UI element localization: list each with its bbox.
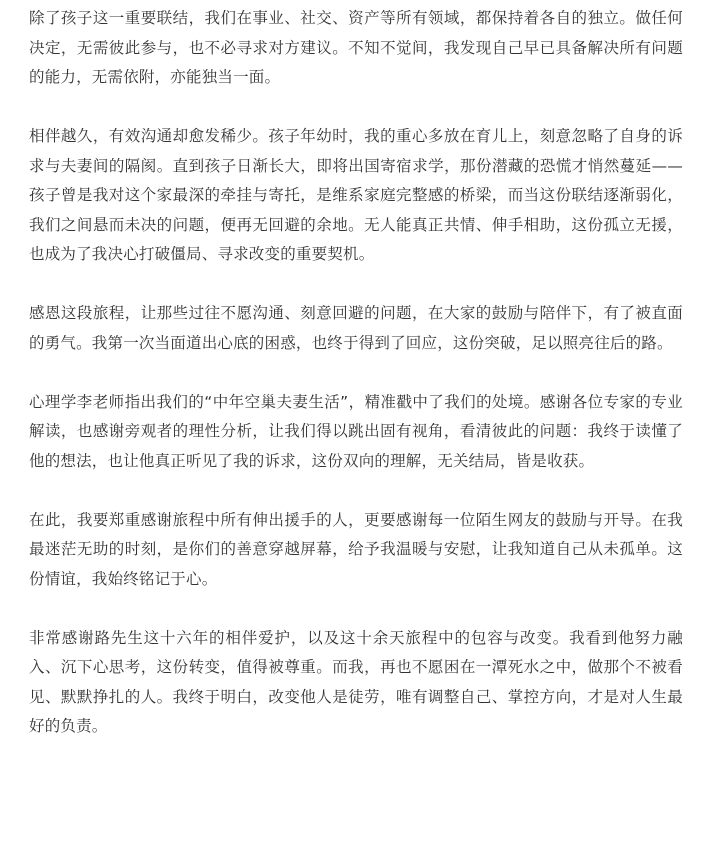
paragraph-4: 心理学李老师指出我们的“中年空巢夫妻生活”，精准戳中了我们的处境。感谢各位专家的专业解读，也感谢旁观者的理性分析，让我们得以跳出固有视角，看清彼此的问题：我终于读懂了他的想法，也让他真正听见了我的诉求，这份双向的理解，无关结局，皆是收获。 bbox=[29, 392, 683, 470]
paragraph-5: 在此，我要郑重感谢旅程中所有伸出援手的人，更要感谢每一位陌生网友的鼓励与开导。在我最迷茫无助的时刻，是你们的善意穿越屏幕，给予我温暖与安慰，让我知道自己从未孤单。这份情谊，我始终铭记于心。 bbox=[29, 510, 683, 588]
paragraph-1: 除了孩子这一重要联结，我们在事业、社交、资产等所有领域，都保持着各自的独立。做任何决定，无需彼此参与，也不必寻求对方建议。不知不觉间，我发现自己早已具备解决所有问题的能力，无需依附，亦能独当一面。 bbox=[29, 9, 683, 86]
paragraph-3: 感恩这段旅程，让那些过往不愿沟通、刻意回避的问题，在大家的鼓励与陪伴下，有了被直面的勇气。我第一次当面道出心底的困惑，也终于得到了回应，这份突破，足以照亮往后的路。 bbox=[29, 304, 683, 352]
paragraph-6: 非常感谢路先生这十六年的相伴爱护，以及这十余天旅程中的包容与改变。我看到他努力融入、沉下心思考，这份转变，值得被尊重。而我，再也不愿困在一潭死水之中，做那个不被看见、默默挣扎的人。我终于明白，改变他人是徒劳，唯有调整自己、掌控方向，才是对人生最好的负责。 bbox=[29, 628, 683, 735]
paragraph-2: 相伴越久，有效沟通却愈发稀少。孩子年幼时，我的重心多放在育儿上，刻意忽略了自身的诉求与夫妻间的隔阂。直到孩子日渐长大，即将出国寄宿求学，那份潜藏的恐慌才悄然蔓延——孩子曾是我对这个家最深的牵挂与寄托，是维系家庭完整感的桥梁，而当这份联结逐渐弱化，我们之间悬而未决的问题，便再无回避的余地。无人能真正共情、伸手相助，这份孤立无援，也成为了我决心打破僵局、寻求改变的重要契机。 bbox=[29, 127, 683, 263]
